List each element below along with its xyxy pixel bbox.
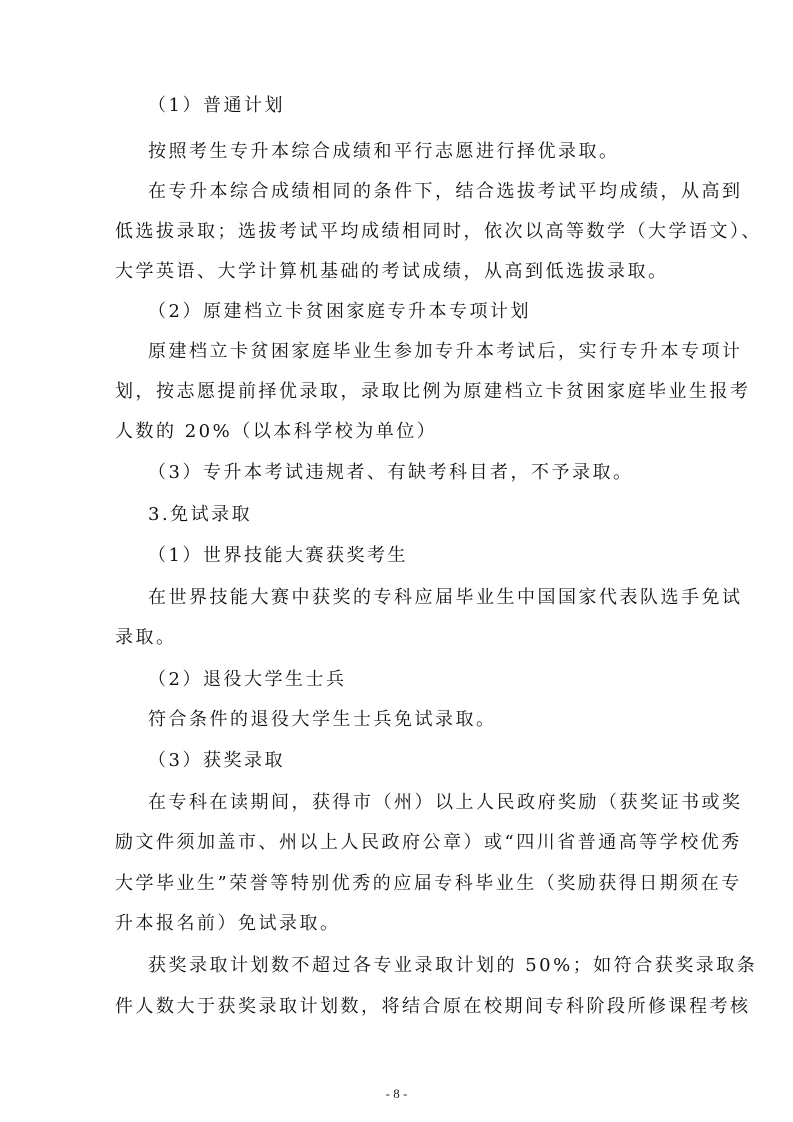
paragraph-line: 大学毕业生”荣誉等特别优秀的应届专科毕业生（奖励获得日期须在专 [115,873,742,894]
paragraph-line: 符合条件的退役大学生士兵免试录取。 [148,709,497,730]
paragraph-line: （3）专升本考试违规者、有缺考科目者，不予录取。 [148,462,634,483]
paragraph-line: 励文件须加盖市、州以上人民政府公章）或“四川省普通高等学校优秀 [115,832,742,853]
paragraph-line: 获奖录取计划数不超过各专业录取计划的 50%；如符合获奖录取条 [148,955,758,976]
heading-exempt-admission: 3.免试录取 [148,504,253,525]
paragraph-line: 升本报名前）免试录取。 [115,913,341,934]
paragraph-line: 录取。 [115,627,177,648]
paragraph-line: 在专科在读期间，获得市（州）以上人民政府奖励（获奖证书或奖 [148,792,743,813]
heading-award-admission: （3）获奖录取 [148,750,285,771]
heading-ordinary-plan: （1）普通计划 [148,95,285,116]
page-number: - 8 - [385,1086,408,1101]
paragraph-line: 人数的 20%（以本科学校为单位） [115,421,438,442]
paragraph-line: 大学英语、大学计算机基础的考试成绩，从高到低选拔录取。 [115,261,669,282]
paragraph-line: 件人数大于获奖录取计划数，将结合原在校期间专科阶段所修课程考核 [115,996,751,1017]
heading-special-plan: （2）原建档立卡贫困家庭专升本专项计划 [148,301,531,322]
paragraph-line: 原建档立卡贫困家庭毕业生参加专升本考试后，实行专升本专项计 [148,341,743,362]
heading-world-skills: （1）世界技能大赛获奖考生 [148,545,408,566]
paragraph-line: 低选拔录取；选拔考试平均成绩相同时，依次以高等数学（大学语文）、 [115,221,762,242]
heading-veteran-students: （2）退役大学生士兵 [148,669,347,690]
paragraph-line: 在专升本综合成绩相同的条件下，结合选拔考试平均成绩，从高到 [148,181,743,202]
paragraph-line: 按照考生专升本综合成绩和平行志愿进行择优录取。 [148,141,620,162]
paragraph-line: 划，按志愿提前择优录取，录取比例为原建档立卡贫困家庭毕业生报考 [115,381,751,402]
paragraph-line: 在世界技能大赛中获奖的专科应届毕业生中国国家代表队选手免试 [148,587,743,608]
